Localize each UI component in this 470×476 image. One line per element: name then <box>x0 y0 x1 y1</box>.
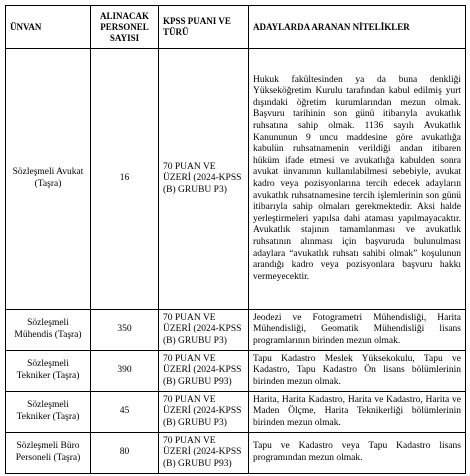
header-unvan: ÜNVAN <box>6 6 91 49</box>
cell-unvan: Sözleşmeli Tekniker (Taşra) <box>6 351 91 392</box>
cell-nitelik: Harita, Harita Kadastro, Harita ve Kadastro, Harita ve Maden Ölçme, Harita Teknikerliği bölümlerinin birinden mezun olmak. <box>249 392 466 433</box>
cell-kpss: 70 PUAN VE ÜZERİ (2024-KPSS (B) GRUBU P3) <box>159 310 249 351</box>
header-alinacak: ALINACAK PERSONEL SAYISI <box>91 6 159 49</box>
cell-kpss: 70 PUAN VE ÜZERİ (2024-KPSS (B) GRUBU P3) <box>159 392 249 433</box>
cell-sayi: 390 <box>91 351 159 392</box>
table-row <box>6 49 466 310</box>
cell-unvan: Sözleşmeli Tekniker (Taşra) <box>6 392 91 433</box>
cell-sayi: 80 <box>91 433 159 474</box>
position-table <box>5 5 466 474</box>
cell-sayi: 16 <box>91 49 159 310</box>
cell-nitelik: Tapu ve Kadastro veya Tapu Kadastro lisans programından mezun olmak. <box>249 433 466 474</box>
table-row <box>6 433 466 474</box>
table-header-row <box>6 6 466 49</box>
cell-unvan: Sözleşmeli Mühendis (Taşra) <box>6 310 91 351</box>
header-nitelik: ADAYLARDA ARANAN NİTELİKLER <box>249 6 466 49</box>
cell-nitelik: Tapu Kadastro Meslek Yüksekokulu, Tapu ve Kadastro, Tapu Kadastro Ön lisans bölümlerinin birinden mezun olmak. <box>249 351 466 392</box>
cell-kpss: 70 PUAN VE ÜZERİ (2024-KPSS (B) GRUBU P93) <box>159 351 249 392</box>
cell-nitelik: Hukuk fakültesinden ya da buna denkliği Yükseköğretim Kurulu tarafından kabul edilmiş yurt dışındaki öğretim kurumlarından mezun olmak. Başvuru tarihinin son günü itibarıyla avukatlık ruhsatına sahip olmak. 1136 sayılı Avukatlık Kanununun 9 uncu maddesine göre avukatlığa kabulün ruhsatnamenin verildiği andan itibaren hüküm ifade etmesi ve avukatlığa kabulden sonra avukat ünvanının kullanılabilmesi sebebiyle, avukat kadro veya pozisyonlarına tercih edecek adayların avukatlık ruhsatnamesine tercih işlemlerinin son günü itibarıyla sahip olmaları gerekmektedir. Aksi halde yerleştirmeleri yapılsa dahi ataması yapılmayacaktır. Avukatlık stajının tamamlanması ve avukatlık ruhsatının alınması için başvuruda bulunulması adaylara “avukatlık ruhsatı sahibi olmak” koşulunun arandığı kadro veya pozisyonlara başvuru hakkı vermeyecektir. <box>249 49 466 310</box>
table-row <box>6 351 466 392</box>
cell-kpss: 70 PUAN VE ÜZERİ (2024-KPSS (B) GRUBU P93) <box>159 433 249 474</box>
table-row <box>6 392 466 433</box>
table-row <box>6 310 466 351</box>
cell-sayi: 350 <box>91 310 159 351</box>
document-page <box>5 5 465 471</box>
cell-nitelik: Jeodezi ve Fotogrametri Mühendisliği, Harita Mühendisliği, Geomatik Mühendisliği lisans programlarının birinden mezun olmak. <box>249 310 466 351</box>
cell-unvan: Sözleşmeli Avukat (Taşra) <box>6 49 91 310</box>
header-kpss: KPSS PUANI VE TÜRÜ <box>159 6 249 49</box>
cell-unvan: Sözleşmeli Büro Personeli (Taşra) <box>6 433 91 474</box>
cell-sayi: 45 <box>91 392 159 433</box>
cell-kpss: 70 PUAN VE ÜZERİ (2024-KPSS (B) GRUBU P3) <box>159 49 249 310</box>
